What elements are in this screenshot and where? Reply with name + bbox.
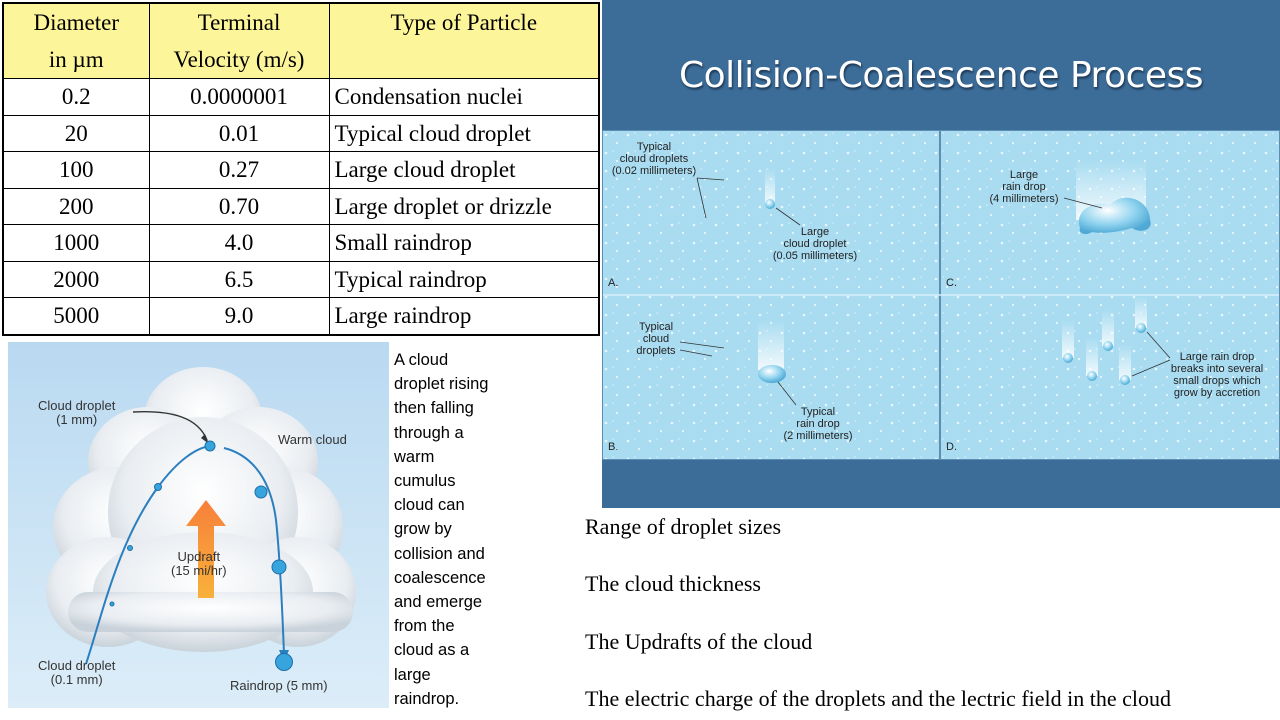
process-panels: [602, 130, 1280, 460]
caption-line: grow by: [394, 520, 452, 539]
slide-title: Collision-Coalescence Process: [678, 55, 1204, 96]
caption-line: from the: [394, 617, 455, 636]
caption-line: large: [394, 665, 431, 684]
cell-diameter: 0.2: [3, 79, 149, 116]
caption-line: cloud as a: [394, 641, 470, 660]
panel-a-label-cloud-droplets: Typical cloud droplets (0.02 millimeters): [611, 141, 697, 177]
label-raindrop: Raindrop (5 mm): [230, 678, 328, 693]
factor-cloud-thickness: The cloud thickness: [585, 571, 761, 596]
cell-diameter: 2000: [3, 261, 149, 298]
header-diameter: Diameter in µm: [3, 3, 149, 79]
caption-line: warm: [394, 447, 435, 466]
cell-velocity: 6.5: [149, 261, 329, 298]
table-row: [3, 225, 599, 262]
cell-velocity: 0.0000001: [149, 79, 329, 116]
label-top-droplet: Cloud droplet (1 mm): [38, 398, 116, 427]
cell-type: Typical cloud droplet: [329, 115, 599, 152]
cell-diameter: 5000: [3, 298, 149, 335]
panel-b-letter: B.: [608, 441, 619, 453]
table-row: [3, 115, 599, 152]
panel-a-letter: A.: [608, 277, 619, 289]
label-bottom-droplet: Cloud droplet (0.1 mm): [38, 658, 116, 687]
cell-type: Large cloud droplet: [329, 152, 599, 189]
caption-line: through a: [394, 423, 464, 442]
caption-line: cumulus: [394, 472, 456, 491]
label-updraft: Updraft (15 mi/hr): [171, 549, 227, 578]
panel-d-label-breakup: Large rain drop breaks into several small drops which grow by accretion: [1170, 351, 1264, 399]
caption-line: coalescence: [394, 568, 486, 587]
cell-velocity: 0.70: [149, 188, 329, 225]
table-row: [3, 261, 599, 298]
cell-velocity: 0.27: [149, 152, 329, 189]
caption-line: collision and: [394, 544, 485, 563]
factor-updrafts: The Updrafts of the cloud: [585, 629, 813, 654]
cell-type: Large raindrop: [329, 298, 599, 335]
table-header-row: [3, 3, 599, 79]
cloud-illustration: [8, 342, 389, 708]
header-type: Type of Particle: [329, 3, 599, 79]
terminal-velocity-table: [2, 2, 600, 336]
cell-type: Condensation nuclei: [329, 79, 599, 116]
label-warm-cloud: Warm cloud: [278, 432, 347, 447]
caption-line: raindrop.: [394, 689, 460, 708]
panel-c-letter: C.: [946, 277, 957, 289]
cell-type: Small raindrop: [329, 225, 599, 262]
caption-line: and emerge: [394, 593, 483, 612]
cell-diameter: 1000: [3, 225, 149, 262]
panel-d-letter: D.: [946, 441, 957, 453]
figure-caption: [394, 348, 514, 711]
cell-type: Large droplet or drizzle: [329, 188, 599, 225]
panel-b-label-rain-drop: Typical rain drop (2 millimeters): [783, 406, 853, 442]
warm-cloud-diagram: [8, 342, 389, 708]
caption-line: droplet rising: [394, 375, 489, 394]
table-row: [3, 152, 599, 189]
cell-velocity: 4.0: [149, 225, 329, 262]
panel-c-label-large-rain-drop: Large rain drop (4 millimeters): [989, 169, 1059, 205]
table-row: [3, 298, 599, 335]
panel-b-label-cloud-droplets: Typical cloud droplets: [636, 321, 676, 357]
cell-diameter: 100: [3, 152, 149, 189]
cell-type: Typical raindrop: [329, 261, 599, 298]
table-row: [3, 79, 599, 116]
caption-line: A cloud: [394, 351, 449, 369]
cell-diameter: 20: [3, 115, 149, 152]
factor-droplet-sizes: Range of droplet sizes: [585, 514, 782, 539]
cell-velocity: 0.01: [149, 115, 329, 152]
caption-line: then falling: [394, 399, 474, 418]
caption-line: cloud can: [394, 496, 465, 515]
panel-a-label-large-droplet: Large cloud droplet (0.05 millimeters): [772, 226, 858, 262]
collision-coalescence-slide: [602, 0, 1280, 508]
header-velocity: Terminal Velocity (m/s): [149, 3, 329, 79]
table-row: [3, 188, 599, 225]
cell-diameter: 200: [3, 188, 149, 225]
cell-velocity: 9.0: [149, 298, 329, 335]
factor-electric-charge: The electric charge of the droplets and the lectric field in the cloud: [585, 686, 1172, 711]
